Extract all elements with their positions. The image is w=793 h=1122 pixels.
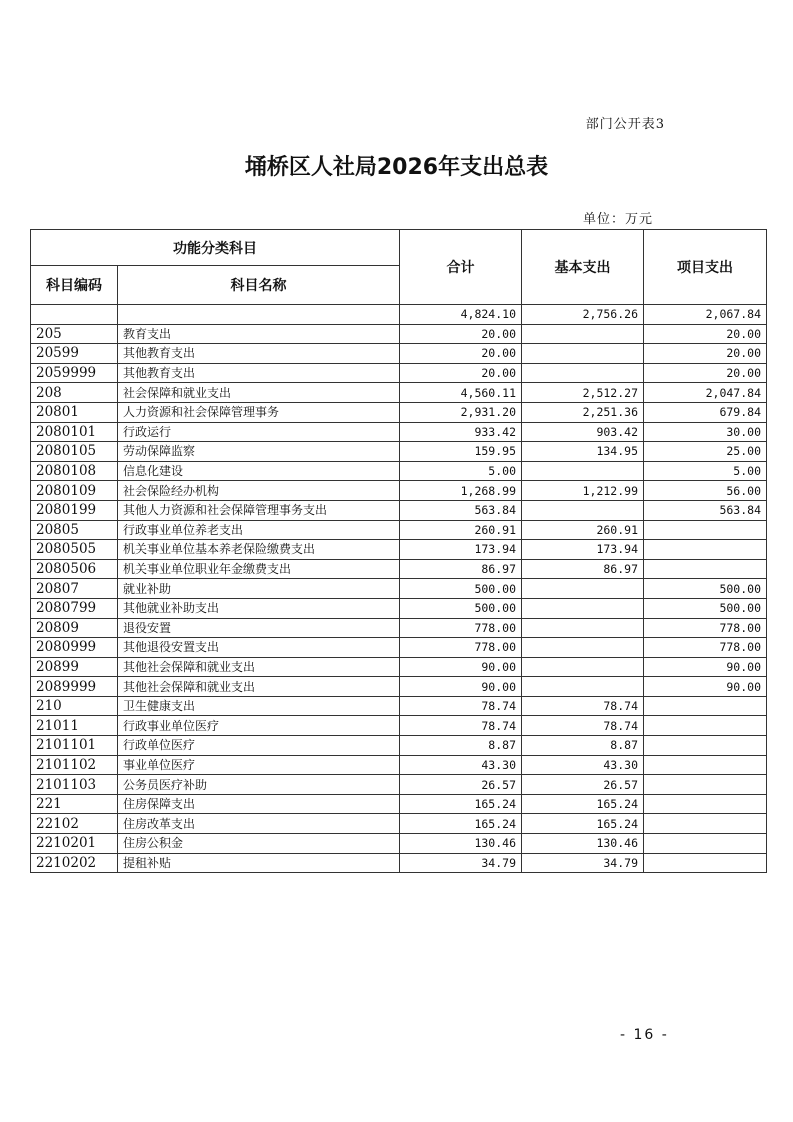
total-cell: 20.00 [400, 344, 522, 364]
header-total: 合计 [400, 230, 522, 305]
project-expenditure-cell [644, 755, 767, 775]
subject-code-cell: 20801 [31, 402, 118, 422]
project-expenditure-cell: 20.00 [644, 344, 767, 364]
total-cell: 165.24 [400, 814, 522, 834]
project-expenditure-cell: 5.00 [644, 461, 767, 481]
subject-code-cell: 2210202 [31, 853, 118, 873]
subject-code-cell: 210 [31, 696, 118, 716]
subject-code-cell: 2059999 [31, 363, 118, 383]
table-row [31, 775, 767, 795]
page-title: 埇桥区人社局2026年支出总表 [244, 155, 549, 180]
basic-expenditure-cell: 173.94 [522, 540, 644, 560]
total-cell: 20.00 [400, 363, 522, 383]
table-row [31, 716, 767, 736]
header-project-expenditure: 项目支出 [644, 230, 767, 305]
subject-name-cell: 行政事业单位养老支出 [118, 520, 400, 540]
header-function-category: 功能分类科目 [31, 230, 400, 266]
basic-expenditure-cell: 43.30 [522, 755, 644, 775]
subject-code-cell: 2080108 [31, 461, 118, 481]
subject-code-cell: 2101103 [31, 775, 118, 795]
total-cell: 159.95 [400, 442, 522, 462]
total-cell: 778.00 [400, 618, 522, 638]
table-row [31, 559, 767, 579]
page-number: - 16 - [620, 1027, 669, 1043]
subject-name-cell: 劳动保障监察 [118, 442, 400, 462]
table-body [31, 305, 767, 873]
total-cell: 500.00 [400, 598, 522, 618]
project-expenditure-cell [644, 775, 767, 795]
total-cell: 1,268.99 [400, 481, 522, 501]
subject-code-cell: 2080109 [31, 481, 118, 501]
total-cell: 26.57 [400, 775, 522, 795]
project-expenditure-cell: 20.00 [644, 363, 767, 383]
basic-expenditure-cell: 8.87 [522, 736, 644, 756]
total-cell: 8.87 [400, 736, 522, 756]
table-row [31, 638, 767, 658]
project-expenditure-cell: 563.84 [644, 500, 767, 520]
project-expenditure-cell: 500.00 [644, 598, 767, 618]
subject-code-cell: 20805 [31, 520, 118, 540]
table-row [31, 834, 767, 854]
subject-name-cell: 行政事业单位医疗 [118, 716, 400, 736]
subject-name-cell: 信息化建设 [118, 461, 400, 481]
subject-code-cell: 221 [31, 794, 118, 814]
table-row [31, 383, 767, 403]
table-row [31, 461, 767, 481]
table-row [31, 305, 767, 325]
total-cell: 90.00 [400, 677, 522, 697]
project-expenditure-cell [644, 834, 767, 854]
basic-expenditure-cell [522, 677, 644, 697]
project-expenditure-cell: 56.00 [644, 481, 767, 501]
subject-name-cell: 其他教育支出 [118, 344, 400, 364]
project-expenditure-cell: 90.00 [644, 657, 767, 677]
subject-name-cell: 卫生健康支出 [118, 696, 400, 716]
table-row [31, 736, 767, 756]
subject-code-cell: 2210201 [31, 834, 118, 854]
unit-label: 单位：万元 [582, 212, 653, 227]
subject-code-cell: 2101101 [31, 736, 118, 756]
basic-expenditure-cell [522, 598, 644, 618]
subject-name-cell: 退役安置 [118, 618, 400, 638]
table-row [31, 442, 767, 462]
expenditure-table [30, 229, 767, 873]
basic-expenditure-cell: 2,251.36 [522, 402, 644, 422]
total-cell: 34.79 [400, 853, 522, 873]
subject-name-cell: 其他人力资源和社会保障管理事务支出 [118, 500, 400, 520]
table-row [31, 579, 767, 599]
total-cell: 5.00 [400, 461, 522, 481]
project-expenditure-cell: 778.00 [644, 618, 767, 638]
total-cell: 500.00 [400, 579, 522, 599]
document-label: 部门公开表3 [585, 117, 665, 132]
subject-code-cell: 20599 [31, 344, 118, 364]
total-cell: 173.94 [400, 540, 522, 560]
table-row [31, 402, 767, 422]
subject-code-cell: 2080199 [31, 500, 118, 520]
basic-expenditure-cell [522, 344, 644, 364]
subject-name-cell: 机关事业单位基本养老保险缴费支出 [118, 540, 400, 560]
project-expenditure-cell: 30.00 [644, 422, 767, 442]
subject-name-cell: 其他社会保障和就业支出 [118, 657, 400, 677]
table-row [31, 853, 767, 873]
basic-expenditure-cell [522, 579, 644, 599]
table-row [31, 520, 767, 540]
basic-expenditure-cell: 903.42 [522, 422, 644, 442]
project-expenditure-cell [644, 814, 767, 834]
subject-code-cell: 21011 [31, 716, 118, 736]
project-expenditure-cell [644, 716, 767, 736]
subject-code-cell [31, 305, 118, 325]
project-expenditure-cell [644, 540, 767, 560]
subject-name-cell: 社会保险经办机构 [118, 481, 400, 501]
table-row [31, 618, 767, 638]
header-basic-expenditure: 基本支出 [522, 230, 644, 305]
table-row [31, 422, 767, 442]
subject-code-cell: 2080101 [31, 422, 118, 442]
total-cell: 43.30 [400, 755, 522, 775]
project-expenditure-cell [644, 794, 767, 814]
subject-code-cell: 20809 [31, 618, 118, 638]
project-expenditure-cell [644, 853, 767, 873]
project-expenditure-cell [644, 520, 767, 540]
subject-name-cell: 住房改革支出 [118, 814, 400, 834]
table-row [31, 814, 767, 834]
subject-code-cell: 2101102 [31, 755, 118, 775]
basic-expenditure-cell: 2,512.27 [522, 383, 644, 403]
subject-name-cell: 行政单位医疗 [118, 736, 400, 756]
subject-name-cell: 事业单位医疗 [118, 755, 400, 775]
subject-name-cell: 住房公积金 [118, 834, 400, 854]
total-cell: 4,560.11 [400, 383, 522, 403]
total-cell: 933.42 [400, 422, 522, 442]
subject-name-cell: 公务员医疗补助 [118, 775, 400, 795]
basic-expenditure-cell: 1,212.99 [522, 481, 644, 501]
basic-expenditure-cell: 2,756.26 [522, 305, 644, 325]
subject-code-cell: 2080999 [31, 638, 118, 658]
total-cell: 86.97 [400, 559, 522, 579]
total-cell: 90.00 [400, 657, 522, 677]
subject-code-cell: 2080799 [31, 598, 118, 618]
table-row [31, 481, 767, 501]
total-cell: 4,824.10 [400, 305, 522, 325]
total-cell: 260.91 [400, 520, 522, 540]
project-expenditure-cell: 679.84 [644, 402, 767, 422]
basic-expenditure-cell [522, 461, 644, 481]
table-row [31, 677, 767, 697]
subject-name-cell: 机关事业单位职业年金缴费支出 [118, 559, 400, 579]
basic-expenditure-cell: 165.24 [522, 794, 644, 814]
project-expenditure-cell: 500.00 [644, 579, 767, 599]
project-expenditure-cell [644, 696, 767, 716]
subject-code-cell: 205 [31, 324, 118, 344]
subject-code-cell: 2089999 [31, 677, 118, 697]
table-row [31, 344, 767, 364]
total-cell: 20.00 [400, 324, 522, 344]
basic-expenditure-cell: 78.74 [522, 696, 644, 716]
subject-name-cell: 就业补助 [118, 579, 400, 599]
subject-name-cell: 其他社会保障和就业支出 [118, 677, 400, 697]
table-row [31, 657, 767, 677]
subject-code-cell: 20807 [31, 579, 118, 599]
subject-name-cell: 住房保障支出 [118, 794, 400, 814]
basic-expenditure-cell [522, 500, 644, 520]
table-row [31, 500, 767, 520]
basic-expenditure-cell: 26.57 [522, 775, 644, 795]
basic-expenditure-cell: 130.46 [522, 834, 644, 854]
subject-code-cell: 22102 [31, 814, 118, 834]
subject-code-cell: 20899 [31, 657, 118, 677]
subject-name-cell: 其他就业补助支出 [118, 598, 400, 618]
subject-code-cell: 2080505 [31, 540, 118, 560]
subject-name-cell: 行政运行 [118, 422, 400, 442]
subject-name-cell: 社会保障和就业支出 [118, 383, 400, 403]
basic-expenditure-cell [522, 657, 644, 677]
basic-expenditure-cell: 165.24 [522, 814, 644, 834]
project-expenditure-cell [644, 559, 767, 579]
total-cell: 165.24 [400, 794, 522, 814]
table-row [31, 794, 767, 814]
basic-expenditure-cell: 260.91 [522, 520, 644, 540]
total-cell: 563.84 [400, 500, 522, 520]
total-cell: 130.46 [400, 834, 522, 854]
basic-expenditure-cell [522, 638, 644, 658]
project-expenditure-cell [644, 736, 767, 756]
table-row [31, 755, 767, 775]
basic-expenditure-cell [522, 324, 644, 344]
table-row [31, 324, 767, 344]
total-cell: 778.00 [400, 638, 522, 658]
subject-code-cell: 208 [31, 383, 118, 403]
total-cell: 2,931.20 [400, 402, 522, 422]
project-expenditure-cell: 90.00 [644, 677, 767, 697]
basic-expenditure-cell: 134.95 [522, 442, 644, 462]
subject-name-cell: 人力资源和社会保障管理事务 [118, 402, 400, 422]
total-cell: 78.74 [400, 716, 522, 736]
subject-name-cell [118, 305, 400, 325]
project-expenditure-cell: 20.00 [644, 324, 767, 344]
subject-name-cell: 提租补贴 [118, 853, 400, 873]
subject-code-cell: 2080506 [31, 559, 118, 579]
header-subject-name: 科目名称 [118, 266, 400, 305]
basic-expenditure-cell [522, 363, 644, 383]
subject-name-cell: 其他教育支出 [118, 363, 400, 383]
project-expenditure-cell: 2,067.84 [644, 305, 767, 325]
project-expenditure-cell: 778.00 [644, 638, 767, 658]
table-row [31, 540, 767, 560]
table-row [31, 363, 767, 383]
basic-expenditure-cell: 34.79 [522, 853, 644, 873]
header-subject-code: 科目编码 [31, 266, 118, 305]
basic-expenditure-cell: 78.74 [522, 716, 644, 736]
total-cell: 78.74 [400, 696, 522, 716]
subject-name-cell: 教育支出 [118, 324, 400, 344]
table-row [31, 696, 767, 716]
project-expenditure-cell: 25.00 [644, 442, 767, 462]
basic-expenditure-cell: 86.97 [522, 559, 644, 579]
basic-expenditure-cell [522, 618, 644, 638]
table-row [31, 598, 767, 618]
project-expenditure-cell: 2,047.84 [644, 383, 767, 403]
subject-name-cell: 其他退役安置支出 [118, 638, 400, 658]
subject-code-cell: 2080105 [31, 442, 118, 462]
